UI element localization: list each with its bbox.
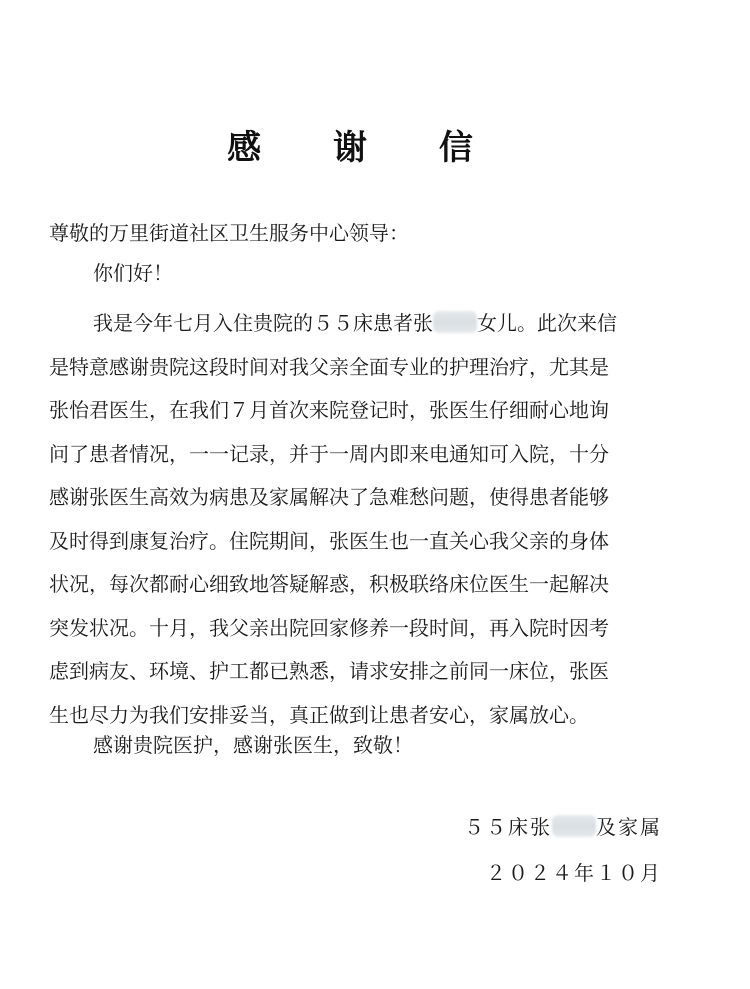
body-text: 我是今年七月入住贵院的５５床患者张: [93, 311, 433, 335]
body-line: 虑到病友、环境、护工都已熟悉，请求安排之前同一床位，张医: [49, 659, 609, 683]
letter-date: ２０２４年１０月: [486, 861, 662, 885]
body-line: 状况，每次都耐心细致地答疑解惑，积极联络床位医生一起解决: [49, 572, 609, 596]
body-line: 感谢张医生高效为病患及家属解决了急难愁问题，使得患者能够: [49, 485, 609, 509]
redacted-name-blur: [433, 311, 477, 333]
letter-title: 感 谢 信: [227, 128, 503, 168]
body-line: 是特意感谢贵院这段时间对我父亲全面专业的护理治疗，尤其是: [49, 354, 609, 379]
signature-text: 及家属: [596, 815, 662, 839]
redacted-name-blur: [552, 815, 596, 837]
body-text: 女儿。此次来信: [477, 311, 617, 335]
body-line: 生也尽力为我们安排妥当，真正做到让患者安心，家属放心。: [49, 702, 589, 727]
letter-closing: 感谢贵院医护，感谢张医生，致敬！: [93, 733, 413, 757]
letter-greeting: 你们好！: [93, 261, 173, 285]
letter-salutation: 尊敬的万里街道社区卫生服务中心领导：: [49, 221, 409, 245]
body-line: 突发状况。十月，我父亲出院回家修养一段时间，再入院时因考: [49, 615, 609, 640]
signature-text: ５５床张: [464, 815, 552, 839]
letter-signature: [464, 812, 662, 842]
body-line: [49, 302, 689, 346]
body-line: 问了患者情况，一一记录，并于一周内即来电通知可入院，十分: [49, 441, 609, 466]
body-line: 张怡君医生，在我们７月首次来院登记时，张医生仔细耐心地询: [49, 398, 609, 422]
body-line: 及时得到康复治疗。住院期间，张医生也一直关心我父亲的身体: [49, 528, 609, 553]
letter-body: [49, 302, 689, 737]
